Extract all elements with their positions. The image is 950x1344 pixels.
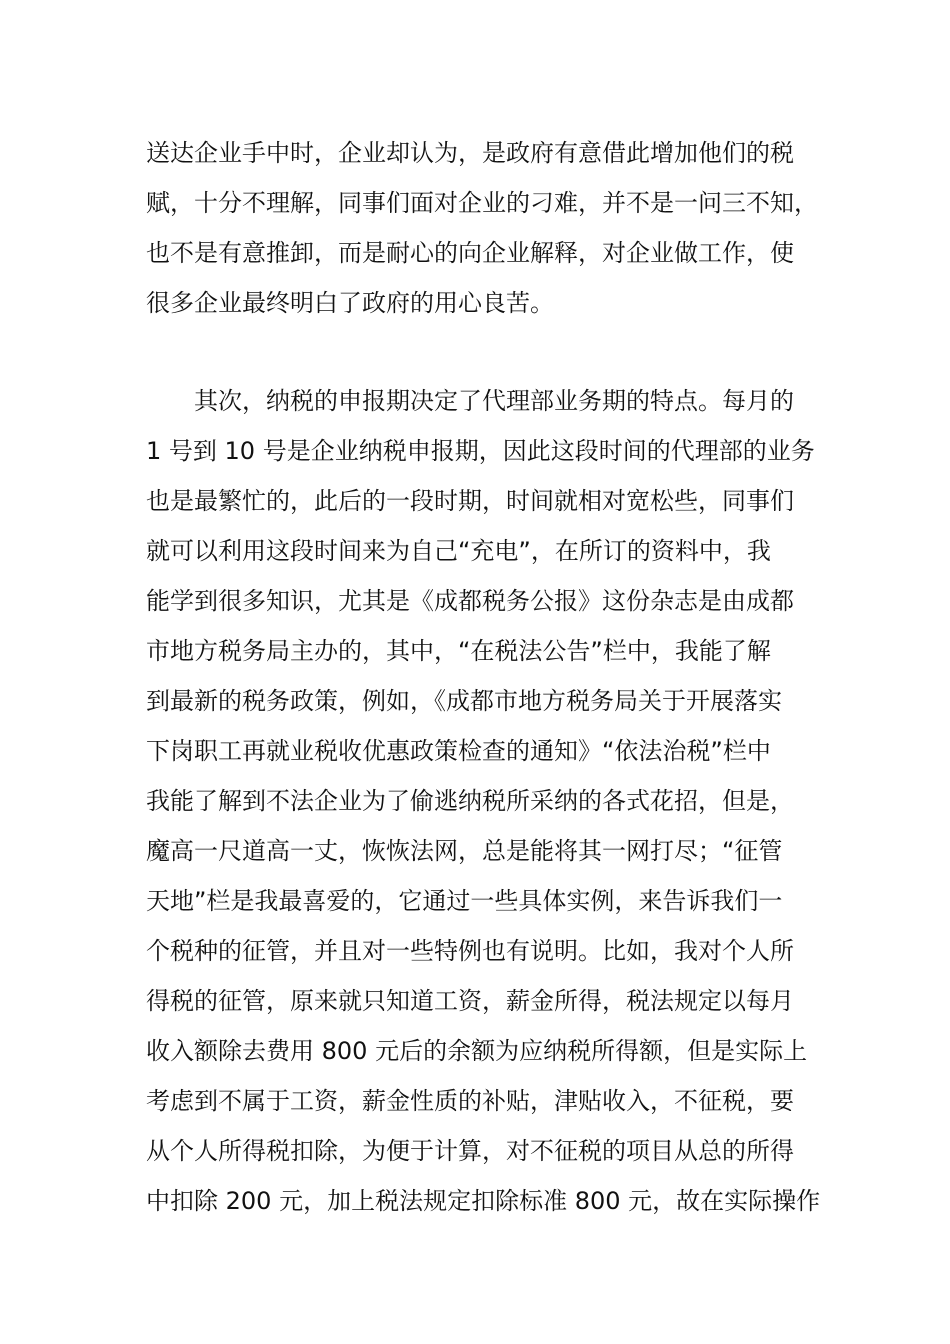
paragraph-line: 1 号到 10 号是企业纳税申报期，因此这段时间的代理部的业务: [146, 437, 815, 465]
paragraph-line: 从个人所得税扣除，为便于计算，对不征税的项目从总的所得: [146, 1137, 794, 1165]
paragraph-line: 市地方税务局主办的，其中，“在税法公告”栏中，我能了解: [146, 637, 771, 665]
paragraph-line: 我能了解到不法企业为了偷逃纳税所采纳的各式花招，但是，: [146, 787, 794, 815]
paragraph-line: 个税种的征管，并且对一些特例也有说明。比如，我对个人所: [146, 937, 794, 965]
paragraph-line: 中扣除 200 元，加上税法规定扣除标准 800 元，故在实际操作: [146, 1187, 821, 1215]
paragraph-line: 能学到很多知识，尤其是《成都税务公报》这份杂志是由成都: [146, 587, 794, 615]
paragraph-line: 赋，十分不理解，同事们面对企业的刁难，并不是一问三不知，: [146, 189, 818, 217]
paragraph-line: 魔高一尺道高一丈，恢恢法网，总是能将其一网打尽；“征管: [146, 837, 783, 865]
paragraph-line: 收入额除去费用 800 元后的余额为应纳税所得额，但是实际上: [146, 1037, 808, 1065]
paragraph-line: 其次，纳税的申报期决定了代理部业务期的特点。每月的: [194, 387, 794, 415]
paragraph-line: 考虑到不属于工资，薪金性质的补贴，津贴收入，不征税，要: [146, 1087, 794, 1115]
paragraph-line: 就可以利用这段时间来为自己“充电”，在所订的资料中，我: [146, 537, 771, 565]
paragraph-line: 到最新的税务政策，例如，《成都市地方税务局关于开展落实: [146, 687, 782, 715]
paragraph-line: 很多企业最终明白了政府的用心良苦。: [146, 289, 554, 317]
paragraph-line: 得税的征管，原来就只知道工资，薪金所得，税法规定以每月: [146, 987, 794, 1015]
paragraph-line: 送达企业手中时，企业却认为，是政府有意借此增加他们的税: [146, 139, 794, 167]
paragraph-line: 也是最繁忙的，此后的一段时期，时间就相对宽松些，同事们: [146, 487, 794, 515]
paragraph-line: 也不是有意推卸，而是耐心的向企业解释，对企业做工作，使: [146, 239, 794, 267]
paragraph-line: 下岗职工再就业税收优惠政策检查的通知》“依法治税”栏中: [146, 737, 771, 765]
paragraph-line: 天地”栏是我最喜爱的，它通过一些具体实例，来告诉我们一: [146, 887, 783, 915]
